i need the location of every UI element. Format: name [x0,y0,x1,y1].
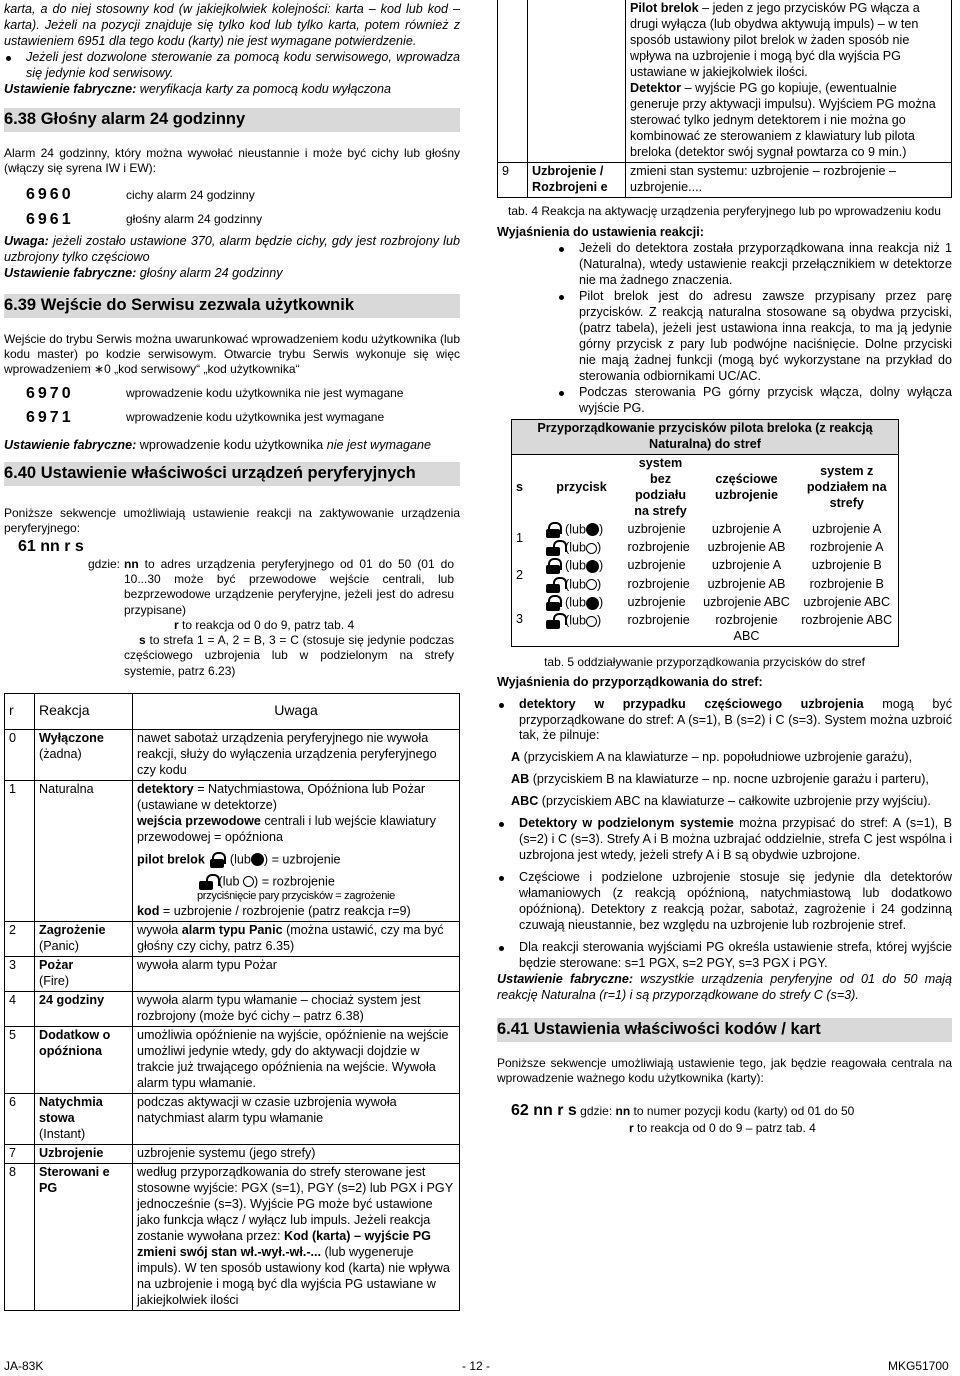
lock-icon [546,558,560,574]
table-5-caption: tab. 5 oddziaływanie przyporządkowania przycisków do stref [544,655,865,670]
right-column: Pilot brelok – jeden z jego przycisków PG włącza a drugi wyłącza (lub obydwa aktywują impuls) – w ten sposób ustawiony pilot brelok w żaden sposób nie wpływa na uzbrojenie i mogą być dla wyjścia PG ustawiane w jakiejkolwiek ilości. Detektor – wyjście PG go kopiuje, (ewentualnie generuje przy aktywacji impulsu). Wyjściem PG można sterować tylko jednym detektorem i nie można go kombinować ze sterowaniem z klawiatury lub pilota breloka (detektor swój sygnał powtarza co 9 min.) 9 Uzbrojenie / Rozbrojeni e zmieni stan systemu: uzbrojenie – rozbrojenie – uzbrojenie.... tab. 4 Reakcja na aktywację urządzenia peryferyjnego lub po wprowadzeniu kodu Wyjaśnienia do ustawienia reakcji: Jeżeli do detektora została przyporządkowana inna reakcja niż 1 (Naturalna), wtedy ustawienie reakcji przełącznikiem w detektorze nie ma żadnego znaczenia. Pilot brelok jest do adresu zawsze przypisany przez parę przycisków. Z reakcją naturalna stosowane są obydwa przyciski, (patrz tabela), jeżeli jest ustawiona inna reakcja, to ma ją jedynie górny przycisk z pary lub podwójne naciśnięcie. Dolne przyciski nie mają żadnej funkcji (mogą być wykorzystane na przykład do sterowania odbiornikami UC/AC. Podczas sterowania PG górny przycisk włącza, dolny wyłącza wyjście PG. Przyporządkowanie przycisków pilota breloka (z reakcją Naturalna) do stref s przycisk system bez podziału na strefy częściowe uzbrojenie system z podziałem na strefy 1 (lub ) uzbrojenie uzbrojenie A uzbrojenie A (lub ) rozbrojenie uzbrojenie AB rozbrojenie A 2 (lub ) uzbrojenie uzbrojenie A uzbrojenie B (lub ) rozbrojenie uzbrojenie AB rozbrojenie B 3 (lub ) uzbrojenie uzbrojenie ABC uzbrojenie ABC (lub ) rozbrojenie rozbrojenie ABC rozbrojenie ABC tab. 5 oddziaływanie przyporządkowania przycisków do stref Wyjaśnienia do przyporządkowania do stref: detektory w przypadku częściowego uzbrojenia mogą być przyporządkowane do stref: A (s=1), B (s=2) i C (s=3). System można uzbroić tak, że pilnuje: A (przyciskiem A na klawiaturze – np. popołudniowe uzbrojenie garażu), AB (przyciskiem B na klawiaturze – np. nocne uzbrojenie garażu i parteru), ABC (przyciskiem ABC na klawiaturze – całkowite uzbrojenie przy wyjściu). Detektory w podzielonym systemie można przypisać do stref: A (s=1), B (s=2) i C (s=3). Strefy A i B można uzbrajać oddzielnie, strefa C jest wspólna i uzbrojona jest wtedy, jeżeli strefy A i B są obydwie uzbrojone. Częściowe i podzielone uzbrojenie stosuje się jedynie dla detektorów włamaniowych (z reakcją opóźnioną, natychmiastową lub dodatkowo opóźnioną). Detektory z reakcją pożar, sabotaż, zagrożenie i 24 godzinną czuwają nieustannie, bez względu na uzbrojenie lub rozbrojenie stref. Dla reakcji sterowania wyjściami PG określa ustawienie strefa, której wyjście będzie sterowane: s=1 PGX, s=2 PGY, s=3 PGX i PGY. Ustawienie fabryczne: wszystkie urządzenia peryferyjne od 01 do 50 mają reakcję Naturalna (r=1) i są przyporządkowane do strefy C (s=3). 6.41 Ustawienia właściwości kodów / kart Poniższe sekwencje umożliwiają ustawienie tego, jak będzie reagowała centrala na wprowadzenie ważnego kodu użytkownika (karty): 62 nn r s gdzie: nn to numer pozycji kodu (karty) od 01 do 50 r to reakcja od 0 do 9 – patrz tab. 4 [497,0,952,1136]
left-column [4,0,460,1311]
table-row: Pilot brelok – jeden z jego przycisków PG włącza a drugi wyłącza (lub obydwa aktywują impuls) – w ten sposób ustawiony pilot brelok w żaden sposób nie wpływa na uzbrojenie i mogą być dla wyjścia PG ustawiane w jakiejkolwiek ilości. Detektor – wyjście PG go kopiuje, (ewentualnie generuje przy aktywacji impulsu). Wyjściem PG można sterować tylko jednym detektorem i nie można go kombinować ze sterowaniem z klawiatury lub pilota breloka (detektor swój sygnał powtarza co 9 min.) [498,0,952,162]
table-4-caption: tab. 4 Reakcja na aktywację urządzenia peryferyjnego lub po wprowadzeniu kodu [508,203,941,218]
table-row: 2 (lub ) uzbrojenie uzbrojenie A uzbrojenie B [512,557,899,575]
table-row: 4 24 godziny wywoła alarm typu włamanie – chociaż system jest rozbrojony (może być cichy – patrz 6.38) [5,992,460,1027]
lock-icon [546,522,560,538]
section-6-38-note: Uwaga: jeżeli zostało ustawione 370, alarm będzie cichy, gdy jest rozbrojony lub uzbrojony tylko częściowo [4,233,460,264]
unlock-icon [199,874,213,890]
unlock-icon [546,613,560,629]
factory-setting-1: Ustawienie fabryczne: weryfikacja karty za pomocą kodu wyłączona [4,81,392,96]
service-code-bullet: Jeżeli jest dozwolone sterowanie za pomocą kodu serwisowego, wprowadza się jedynie kod serwisowy. [4,50,460,82]
table-row: 3 (lub ) uzbrojenie uzbrojenie ABC uzbrojenie ABC [512,594,899,612]
sequence-code: 61 nn r s [18,537,84,555]
hollow-button-icon [586,543,597,554]
section-6-39-factory: Ustawienie fabryczne: wprowadzenie kodu użytkownika nie jest wymagane [4,438,432,453]
explanation-item: Częściowe i podzielone uzbrojenie stosuje się jedynie dla detektorów włamaniowych (z reakcją opóźnioną, natychmiastową lub dodatkowo opóźnioną). Detektory z reakcją pożar, sabotaż, zagrożenie i 24 godzinną czuwają nieustannie, bez względu na uzbrojenie lub rozbrojenie stref. [497,870,952,934]
filled-button-icon [586,560,599,573]
command-row: 6960 cichy alarm 24 godzinny [26,186,255,204]
explanation-item: detektory w przypadku częściowego uzbrojenia mogą być przyporządkowane do stref: A (s=1), B (s=2) i C (s=3). System można uzbroić tak, że pilnuje: [497,697,952,745]
footer-right: MKG51700 [888,1359,949,1373]
reaction-table: r Reakcja Uwaga 0 Wyłączone (żadna) nawet sabotaż urządzenia peryferyjnego nie wywoła reakcji, służy do wyłączenia urządzenia peryferyjnego czy kodu 1 Naturalna detektory = Natychmiastowa, Opóźniona lub Pożar (ustawiane w detektorze) wejścia przewodowe centrali i lub wejście klawiatury przewodowej = opóźniona pilot brelok (lub ) = uzbrojenie (lub ) = rozbrojenie przyciśnięcie pary przycisków = zagrożenie kod = uzbrojenie / rozbrojenie (patrz reakcja r=9) 2 Zagrożenie (Panic) wywoła alarm typu Panic (można ustawić, czy ma być głośny czy cichy, patrz 6.35) 3 Pożar (Fire) wywoła alarm typu Pożar 4 24 godziny wywoła alarm typu włamanie – chociaż system jest rozbrojony (może być cichy – patrz 6.38) 5 Dodatkow o opóźniona umożliwia opóźnienie na wyjście, opóźnienie na wejście umożliwi jedynie wtedy, gdy do aktywacji dojdzie w trakcie już trwającego opóźnienia na wejście. Wywoła alarm typu włamanie. 6 Natychmia stowa (Instant) podczas aktywacji w czasie uzbrojenia wywoła natychmiast alarm typu włamanie 7 Uzbrojenie uzbrojenie systemu (jego strefy) 8 Sterowani e PG według przyporządkowania do strefy sterowane jest stosowne wyjście: PGX (s=1), PGY (s=2) lub PGX i PGY jednocześnie (s=3). Wyjście PG może być ustawione jako funkcja włącz / wyłącz lub impuls. Jeżeli reakcja zostanie wywołana przez: Kod (karta) – wyjście PG zmieni swój stan wł.-wył.-wł.-... (lub wygeneruje impuls). W ten sposób ustawiony kod (karta) nie wpływa na uzbrojenie i mogą być dla wyjścia PG ustawiane w jakiejkolwiek ilości [4,693,460,1311]
section-6-40-text: Poniższe sekwencje umożliwiają ustawienie reakcji na zaktywowanie urządzenia peryferyjnego: [4,506,460,536]
factory-setting: Ustawienie fabryczne: wszystkie urządzenia peryferyjne od 01 do 50 mają reakcję Naturalna (r=1) i są przyporządkowane do strefy C (s=3). [497,972,952,1003]
hollow-button-icon [586,616,597,627]
command-row: 6970 wprowadzenie kodu użytkownika nie jest wymagane [26,384,404,402]
table-row: 9 Uzbrojenie / Rozbrojeni e zmieni stan systemu: uzbrojenie – rozbrojenie – uzbrojenie.... [498,162,952,197]
explanation-item: Pilot brelok jest do adresu zawsze przypisany przez parę przycisków. Z reakcją naturalna stosowane są obydwa przyciski, (patrz tabela), jeżeli jest ustawiona inna reakcja, to ma ją jedynie górny przycisk z pary lub podwójne naciśnięcie. Dolne przyciski nie mają żadnej funkcji (mogą być wykorzystane na przykład do sterowania odbiornikami UC/AC. [557,289,952,385]
section-6-39-title: 6.39 Wejście do Serwisu zezwala użytkownik [4,294,460,318]
command-row: 6971 wprowadzenie kodu użytkownika jest wymagane [26,408,385,426]
filled-button-icon [586,597,599,610]
section-6-39-text: Wejście do trybu Serwis można uwarunkować wprowadzeniem kodu użytkownika (lub kodu master) po kodzie serwisowym. Otwarcie trybu Serwis wykonuje się więc wprowadzeniem ∗0 „kod serwisowy“ „kod użytkownika“ [4,331,460,377]
unlock-icon [546,577,560,593]
sequence-params: gdzie: nn to adres urządzenia peryferyjnego od 01 do 50 (01 do 10...30 może być przewodowe wejście centrali, lub bezprzewodowe urządzenie peryferyjne, jeżeli jest do adresu przypisane) r to reakcja od 0 do 9, patrz tab. 4 s to strefa 1 = A, 2 = B, 3 = C (stosuje się jedynie podczas częściowego uzbrojenia lub w podzielonym na strefy systemie, patrz 6.23) [87,556,454,678]
command-row: 6961 głośny alarm 24 godzinny [26,210,263,228]
table-row: 3 Pożar (Fire) wywoła alarm typu Pożar [5,957,460,992]
table-row: (lub ) rozbrojenie uzbrojenie AB rozbrojenie B [512,576,899,594]
table-row: 2 Zagrożenie (Panic) wywoła alarm typu Panic (można ustawić, czy ma być głośny czy cichy, patrz 6.35) [5,922,460,957]
explanation-item: Jeżeli do detektora została przyporządkowana inna reakcja niż 1 (Naturalna), wtedy ustawienie reakcji przełącznikiem w detektorze nie ma żadnego znaczenia. [557,241,952,289]
section-6-41-text: Poniższe sekwencje umożliwiają ustawienie tego, jak będzie reagowała centrala na wprowadzenie ważnego kodu użytkownika (karty): [497,1056,952,1086]
explanation-title: Wyjaśnienia do przyporządkowania do stref: [497,674,763,689]
footer-left: JA-83K [4,1359,44,1373]
table-row: 0 Wyłączone (żadna) nawet sabotaż urządzenia peryferyjnego nie wywoła reakcji, służy do wyłączenia urządzenia peryferyjnego czy kodu [5,729,460,780]
section-6-38-factory: Ustawienie fabryczne: głośny alarm 24 godzinny [4,265,283,280]
keyfob-table: Przyporządkowanie przycisków pilota breloka (z reakcją Naturalna) do stref s przycisk system bez podziału na strefy częściowe uzbrojenie system z podziałem na strefy 1 (lub ) uzbrojenie uzbrojenie A uzbrojenie A (lub ) rozbrojenie uzbrojenie AB rozbrojenie A 2 (lub ) uzbrojenie uzbrojenie A uzbrojenie B (lub ) rozbrojenie uzbrojenie AB rozbrojenie B 3 (lub ) uzbrojenie uzbrojenie ABC uzbrojenie ABC (lub ) rozbrojenie rozbrojenie ABC rozbrojenie ABC [511,419,899,647]
explanation-item: Podczas sterowania PG górny przycisk włącza, dolny wyłącza wyjście PG. [557,385,952,417]
hollow-button-icon [243,876,254,887]
hollow-button-icon [586,579,597,590]
explanation-title: Wyjaśnienia do ustawienia reakcji: [497,225,704,240]
table-row: 7 Uzbrojenie uzbrojenie systemu (jego strefy) [5,1145,460,1164]
intro-text: karta, a do niej stosowny kod (w jakiejkolwiek kolejności: karta – kod lub kod – karta). Jeżeli na pozycji znajduje się tylko kod lub tylko karta, potem również z ustawieniem 6951 dla tego kodu (karty) nie jest wymagane potwierdzenie. [4,2,460,48]
table-row: (lub ) rozbrojenie uzbrojenie AB rozbrojenie A [512,539,899,557]
table-row: 1 (lub ) uzbrojenie uzbrojenie A uzbrojenie A [512,521,899,539]
explanation-item: Detektory w podzielonym systemie można przypisać do stref: A (s=1), B (s=2) i C (s=3). Strefy A i B można uzbrajać oddzielnie, strefa C jest wspólna i uzbrojona jest wtedy, jeżeli strefy A i B są obydwie uzbrojone. [497,816,952,864]
filled-button-icon [586,523,599,536]
sequence-params: 62 nn r s gdzie: nn to numer pozycji kodu (karty) od 01 do 50 r to reakcja od 0 do 9 – patrz tab. 4 [511,1101,855,1135]
table-row: 5 Dodatkow o opóźniona umożliwia opóźnienie na wyjście, opóźnienie na wejście umożliwi jedynie wtedy, gdy do aktywacji dojdzie w trakcie już trwającego opóźnienia na wejście. Wywoła alarm typu włamanie. [5,1027,460,1094]
section-6-40-title: 6.40 Ustawienie właściwości urządzeń peryferyjnych [4,462,460,486]
section-6-38-text: Alarm 24 godzinny, który można wywołać nieustannie i może być cichy lub głośny (włączy się syrena IW i EW): [4,145,460,176]
table-row: 6 Natychmia stowa (Instant) podczas aktywacji w czasie uzbrojenia wywoła natychmiast alarm typu włamanie [5,1094,460,1145]
table-row: 1 Naturalna detektory = Natychmiastowa, Opóźniona lub Pożar (ustawiane w detektorze) wejścia przewodowe centrali i lub wejście klawiatury przewodowej = opóźniona pilot brelok (lub ) = uzbrojenie (lub ) = rozbrojenie przyciśnięcie pary przycisków = zagrożenie kod = uzbrojenie / rozbrojenie (patrz reakcja r=9) [5,780,460,922]
table-row: 8 Sterowani e PG według przyporządkowania do strefy sterowane jest stosowne wyjście: PGX (s=1), PGY (s=2) lub PGX i PGY jednocześnie (s=3). Wyjście PG może być ustawione jako funkcja włącz / wyłącz lub impuls. Jeżeli reakcja zostanie wywołana przez: Kod (karta) – wyjście PG zmieni swój stan wł.-wył.-wł.-... (lub wygeneruje impuls). W ten sposób ustawiony kod (karta) nie wpływa na uzbrojenie i mogą być dla wyjścia PG ustawiane w jakiejkolwiek ilości [5,1164,460,1311]
unlock-icon [546,540,560,556]
lock-icon [546,595,560,611]
filled-button-icon [251,853,264,866]
lock-icon [210,852,224,868]
table-row: (lub ) rozbrojenie rozbrojenie ABC rozbrojenie ABC [512,612,899,646]
explanation-item: Dla reakcji sterowania wyjściami PG określa ustawienie strefa, której wyjście będzie sterowane: s=1 PGX, s=2 PGY, s=3 PGX i PGY. [497,940,952,972]
section-6-38-title: 6.38 Głośny alarm 24 godzinny [4,108,460,132]
section-6-41-title: 6.41 Ustawienia właściwości kodów / kart [497,1018,952,1042]
reaction-table-continued [497,0,952,198]
page-number: - 12 - [462,1359,491,1373]
